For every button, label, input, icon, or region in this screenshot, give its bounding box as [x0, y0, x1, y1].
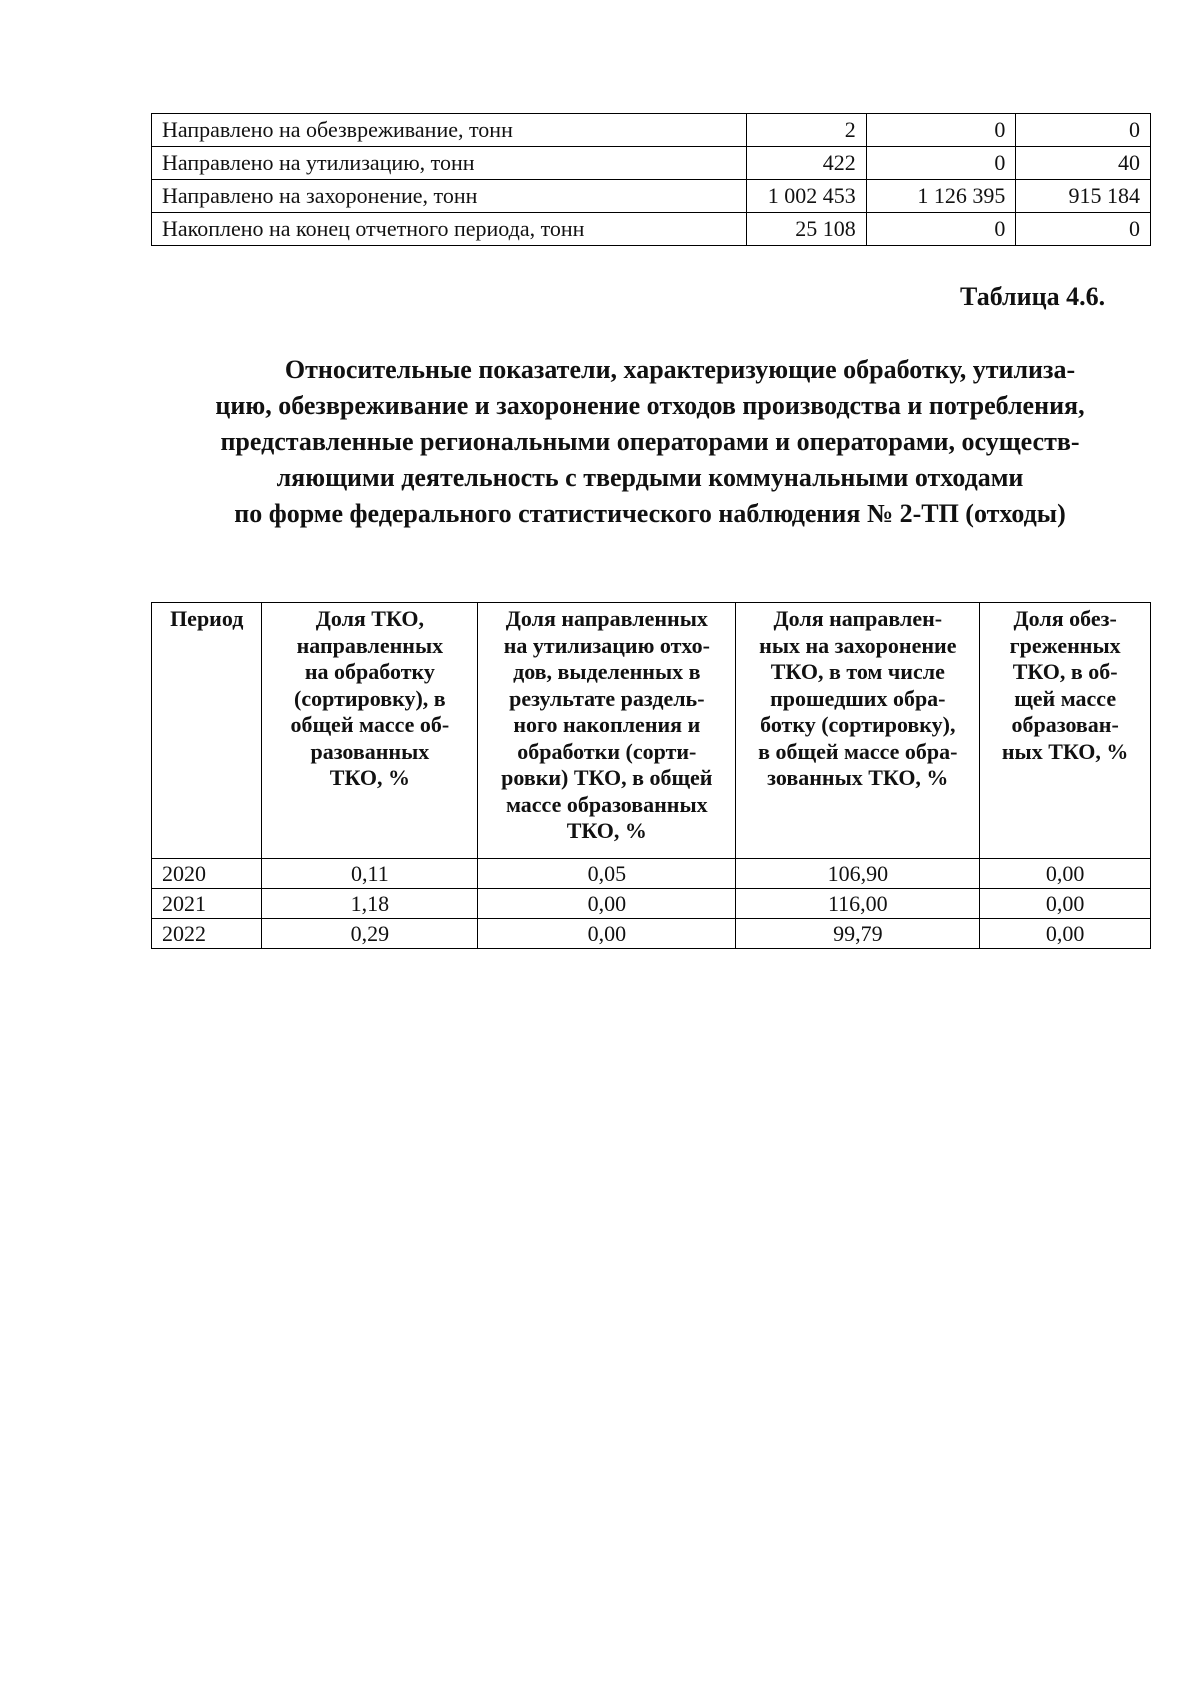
header-line: обработки (сорти-: [517, 738, 697, 764]
table-cell: 99,79: [736, 919, 980, 949]
header-line: Период: [170, 606, 244, 631]
table-row: [152, 889, 1151, 919]
column-header: [478, 603, 736, 859]
header-line: прошедших обра-: [770, 685, 946, 711]
table-cell: 106,90: [736, 859, 980, 889]
header-line: ного накопления и: [513, 712, 701, 737]
header-line: массе образованных: [505, 791, 708, 817]
table-header-row: [152, 603, 1151, 859]
table-cell: 40: [1016, 147, 1151, 180]
header-line: образован-: [1011, 712, 1119, 737]
table-cell: 0,29: [262, 919, 478, 949]
waste-volume-table: [151, 113, 1151, 246]
row-label: Направлено на обезвреживание, тонн: [152, 114, 747, 147]
table-cell: 0,00: [980, 859, 1151, 889]
period-cell: 2022: [152, 919, 262, 949]
table-cell: 25 108: [747, 213, 867, 246]
table-cell: 0: [1016, 213, 1151, 246]
header-line: ных ТКО, %: [1001, 738, 1129, 764]
table-cell: 0,00: [980, 919, 1151, 949]
table-cell: 0,11: [262, 859, 478, 889]
table-cell: 2: [747, 114, 867, 147]
table-cell: 0,00: [478, 919, 736, 949]
header-line: (сортировку), в: [294, 685, 446, 711]
header-line: Доля направленных: [505, 606, 708, 631]
header-line: Доля направлен-: [773, 606, 943, 631]
header-line: дов, выделенных в: [513, 659, 701, 684]
column-header: [736, 603, 980, 859]
table-cell: 0: [866, 114, 1016, 147]
table-row: [152, 147, 1151, 180]
table-cell: 1,18: [262, 889, 478, 919]
table-cell: 422: [747, 147, 867, 180]
title-line: цию, обезвреживание и захоронение отходов производства и потребления,: [215, 391, 1085, 420]
title-line: ляющими деятельность с твердыми коммунальными отходами: [276, 463, 1024, 492]
header-line: направленных: [296, 632, 444, 658]
table-cell: 1 126 395: [866, 180, 1016, 213]
table-title: [150, 352, 1150, 532]
table-row: [152, 213, 1151, 246]
header-line: греженных: [1009, 632, 1121, 658]
header-line: ботку (сортировку),: [760, 712, 956, 737]
table-cell: 0: [866, 147, 1016, 180]
header-line: ных на захоронение: [759, 632, 957, 658]
table-cell: 915 184: [1016, 180, 1151, 213]
header-line: разованных: [310, 738, 430, 764]
relative-indicators-table-body: [152, 859, 1151, 949]
header-line: щей массе: [1014, 685, 1117, 711]
waste-volume-table-body: [152, 114, 1151, 246]
table-cell: 0: [1016, 114, 1151, 147]
header-line: ТКО, в том числе: [770, 659, 945, 684]
table-row: [152, 114, 1151, 147]
header-line: результате раздель-: [509, 685, 705, 711]
table-row: [152, 859, 1151, 889]
table-cell: 0,00: [980, 889, 1151, 919]
header-line: ровки) ТКО, в общей: [501, 765, 713, 790]
table-cell: 116,00: [736, 889, 980, 919]
header-line: в общей массе обра-: [758, 738, 958, 764]
table-row: [152, 180, 1151, 213]
header-line: ТКО, %: [566, 818, 647, 843]
header-line: ТКО, %: [329, 765, 410, 790]
relative-indicators-table: [151, 602, 1151, 949]
table-cell: 1 002 453: [747, 180, 867, 213]
table-caption: Таблица 4.6.: [960, 282, 1106, 311]
table-cell: 0: [866, 213, 1016, 246]
row-label: Накоплено на конец отчетного периода, тонн: [152, 213, 747, 246]
header-line: ТКО, в об-: [1012, 659, 1118, 684]
title-line: Относительные показатели, характеризующие обработку, утилиза-: [284, 355, 1076, 384]
header-line: Доля обез-: [1013, 606, 1117, 631]
period-cell: 2021: [152, 889, 262, 919]
header-line: Доля ТКО,: [315, 606, 424, 631]
title-line: представленные региональными операторами и операторами, осуществ-: [220, 427, 1080, 456]
table-row: [152, 919, 1151, 949]
column-header: [980, 603, 1151, 859]
table-cell: 0,00: [478, 889, 736, 919]
column-header: [262, 603, 478, 859]
row-label: Направлено на утилизацию, тонн: [152, 147, 747, 180]
row-label: Направлено на захоронение, тонн: [152, 180, 747, 213]
period-cell: 2020: [152, 859, 262, 889]
title-line: по форме федерального статистического наблюдения № 2-ТП (отходы): [234, 499, 1066, 528]
header-line: на утилизацию отхо-: [503, 632, 710, 658]
column-header: [152, 603, 262, 859]
header-line: на обработку: [304, 659, 435, 684]
header-line: общей массе об-: [290, 712, 450, 737]
header-line: зованных ТКО, %: [767, 765, 949, 790]
table-cell: 0,05: [478, 859, 736, 889]
